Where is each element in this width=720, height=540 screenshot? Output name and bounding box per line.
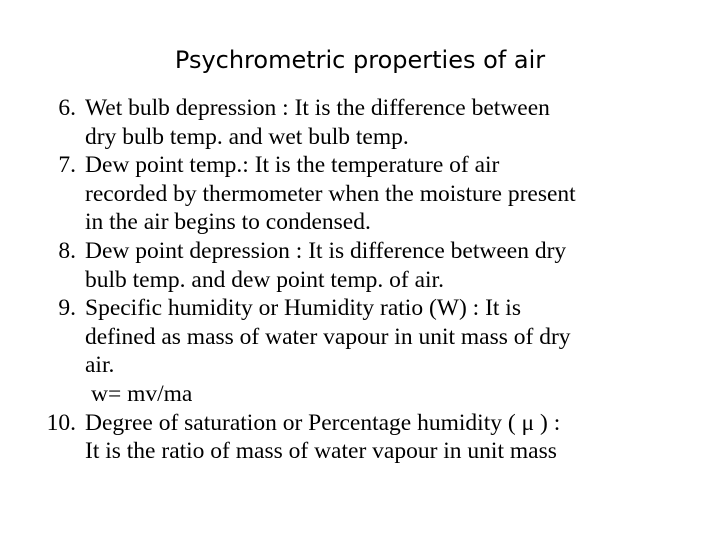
item-text-line: Dew point temp.: It is the temperature of air xyxy=(85,152,500,179)
item-text-line: recorded by thermometer when the moisture present xyxy=(85,180,576,207)
item-number: 7. xyxy=(58,152,76,179)
item-text-line: defined as mass of water vapour in unit mass of dry xyxy=(85,323,571,350)
item-number: 6. xyxy=(58,95,76,121)
item-text-line: air. xyxy=(85,352,115,379)
slide-title: Psychrometric properties of air xyxy=(174,46,546,74)
item-text-line: in the air begins to condensed. xyxy=(85,209,371,236)
item-text-line: It is the ratio of mass of water vapour in unit mass xyxy=(85,438,557,465)
item-number: 10. xyxy=(46,409,76,436)
item-text-line: bulb temp. and dew point temp. of air. xyxy=(85,266,444,293)
humidity-ratio-formula: w= mv/ma xyxy=(91,380,193,407)
item-text-line: Dew point depression : It is difference between dry xyxy=(85,237,567,264)
list-item-6 xyxy=(40,94,700,151)
list-item-7 xyxy=(40,151,700,237)
list-item-9 xyxy=(40,294,700,408)
item-number: 8. xyxy=(58,237,76,264)
item-text-line: Wet bulb depression : It is the difference between xyxy=(85,95,550,121)
item-text-line: Specific humidity or Humidity ratio (W) : It is xyxy=(85,295,521,322)
item-text-line: dry bulb temp. and wet bulb temp. xyxy=(85,123,409,150)
list-item-8 xyxy=(40,237,700,294)
slide-body xyxy=(40,94,700,466)
item-text-line: Degree of saturation or Percentage humidity ( μ ) : xyxy=(85,409,561,436)
list-item-10 xyxy=(40,409,700,466)
item-number: 9. xyxy=(58,295,76,322)
